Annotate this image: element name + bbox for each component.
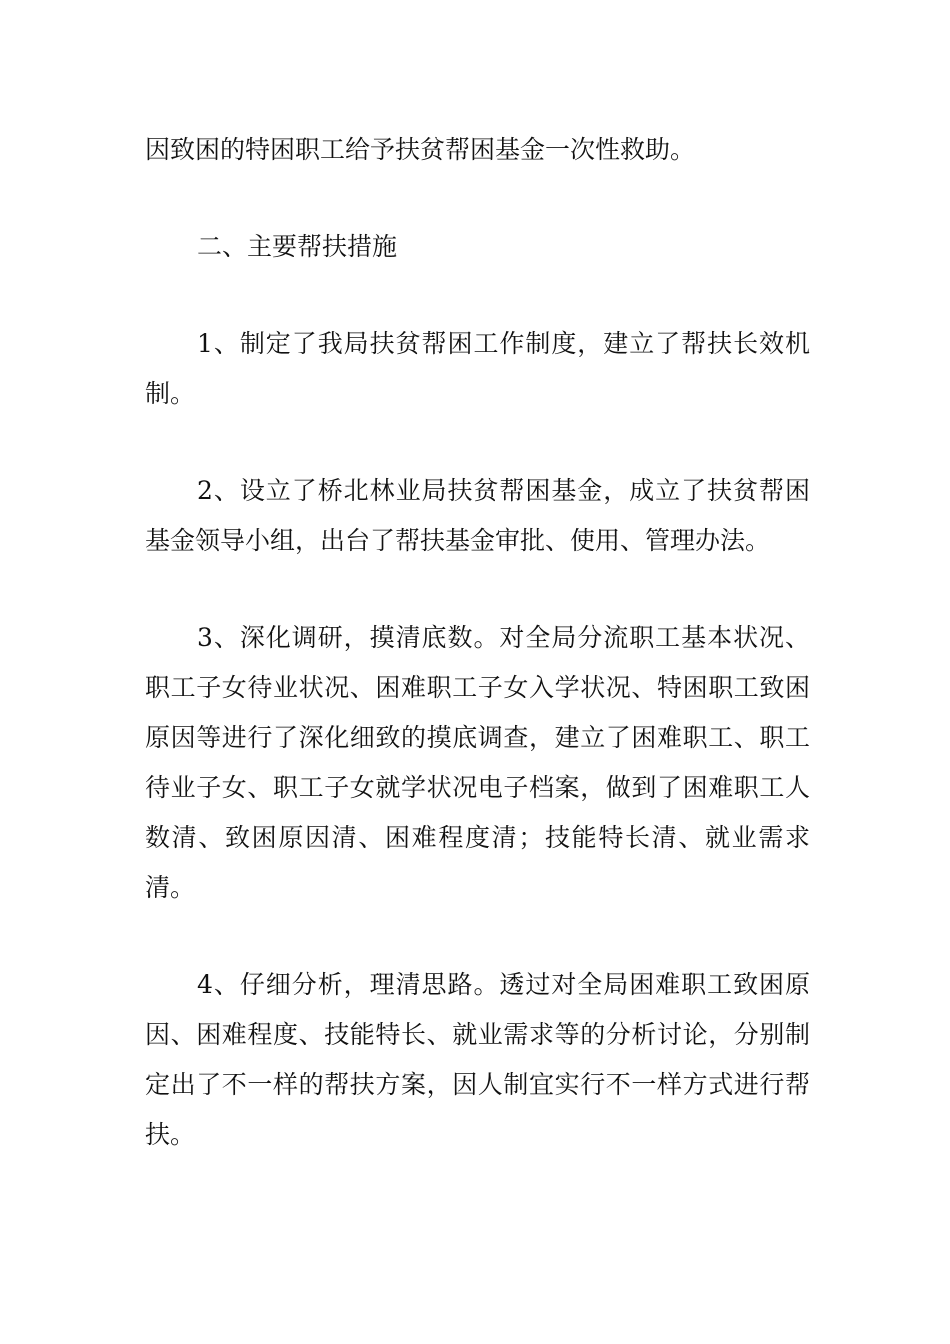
paragraph-measure-3: 3、深化调研，摸清底数。对全局分流职工基本状况、职工子女待业状况、困难职工子女入学状况、特困职工致困原因等进行了深化细致的摸底调查，建立了困难职工、职工待业子女、职工子女就学状况电子档案，做到了困难职工人数清、致困原因清、困难程度清；技能特长清、就业需求清。 xyxy=(145,623,810,902)
document-body xyxy=(145,125,810,1160)
paragraph-measure-2: 2、设立了桥北林业局扶贫帮困基金，成立了扶贫帮困基金领导小组，出台了帮扶基金审批、使用、管理办法。 xyxy=(145,476,810,555)
paragraph-continuation: 因致困的特困职工给予扶贫帮困基金一次性救助。 xyxy=(145,135,696,164)
paragraph-measure-4: 4、仔细分析，理清思路。透过对全局困难职工致困原因、困难程度、技能特长、就业需求等的分析讨论，分别制定出了不一样的帮扶方案，因人制宜实行不一样方式进行帮扶。 xyxy=(145,970,810,1149)
paragraph-measure-1: 1、制定了我局扶贫帮困工作制度，建立了帮扶长效机制。 xyxy=(145,329,810,408)
section-heading: 二、主要帮扶措施 xyxy=(197,232,398,261)
